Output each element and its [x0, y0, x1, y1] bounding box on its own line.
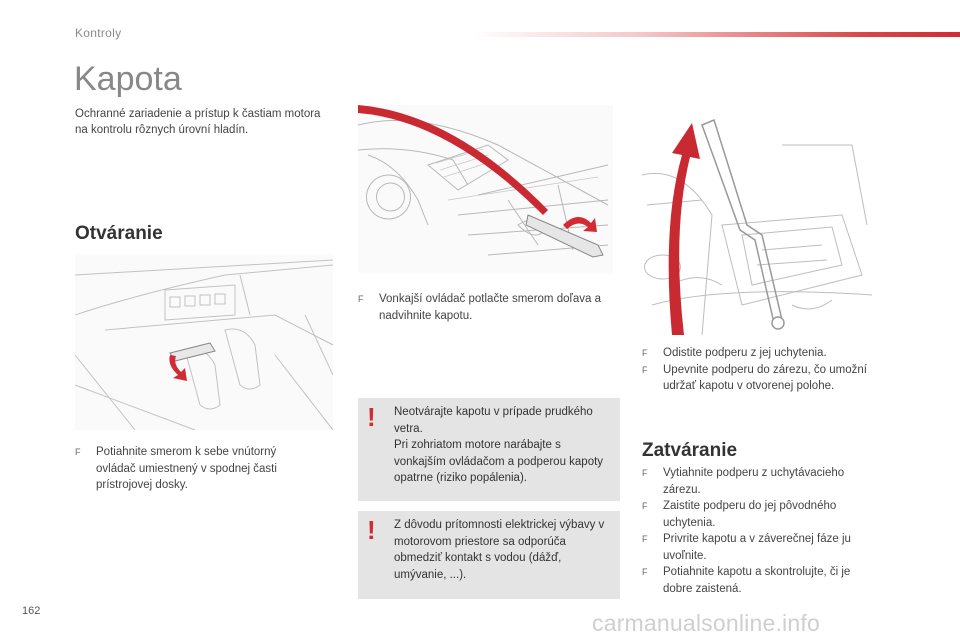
list-item-text: Potiahnite kapotu a skontrolujte, či je dobre zaistená.	[663, 566, 851, 595]
warning-icon: !	[367, 515, 376, 545]
list-item-text: Vytiahnite podperu z uchytávacieho zárezu.	[663, 467, 845, 496]
warning-text: Z dôvodu prítomnosti elektrickej výbavy v motorovom priestore sa odporúča obmedziť kontakt s vodou (dážď, umývanie, ...).	[394, 519, 605, 581]
warning-box-electrical	[358, 511, 620, 599]
interior-lever-illustration	[75, 255, 333, 430]
bullet-marker: F	[642, 364, 648, 375]
bullet-marker: F	[358, 294, 364, 304]
list-item-text: Privrite kapotu a v záverečnej fáze ju uvoľnite.	[663, 533, 851, 562]
list-item-text: Vonkajší ovládač potlačte smerom doľava a nadvihnite kapotu.	[379, 293, 601, 322]
engine-bay-illustration	[642, 105, 872, 335]
intro-text: Ochranné zariadenie a prístup k častiam motora na kontrolu rôznych úrovní hladín.	[75, 108, 321, 136]
closing-steps	[642, 465, 882, 597]
opening-inner-step	[75, 444, 310, 494]
engine-bay-drawing	[642, 105, 872, 335]
list-item	[642, 345, 882, 362]
list-item-text: Odistite podperu z jej uchytenia.	[663, 347, 827, 359]
list-item	[642, 362, 882, 395]
opening-heading: Otváranie	[75, 223, 163, 244]
bullet-marker: F	[642, 348, 648, 358]
interior-lever-drawing	[75, 255, 333, 430]
list-item	[642, 531, 882, 564]
car-front-illustration	[358, 105, 613, 273]
list-item	[642, 465, 882, 498]
list-item	[642, 564, 882, 597]
warning-text: Neotvárajte kapotu v prípade prudkého vetra. Pri zohriatom motore narábajte s vonkajším ovládačom a podperou kapoty opatrne (riziko popálenia).	[394, 406, 604, 484]
list-item-text: Potiahnite smerom k sebe vnútorný ovládač umiestnený v spodnej časti prístrojovej dosky.	[96, 446, 277, 491]
list-item-text: Upevnite podperu do zárezu, čo umožní udržať kapotu v otvorenej polohe.	[663, 363, 867, 392]
list-item	[642, 498, 882, 531]
header-accent-bar	[470, 32, 960, 37]
list-item	[75, 444, 310, 494]
car-front-drawing	[358, 105, 613, 273]
bullet-marker: F	[75, 447, 81, 457]
bullet-marker: F	[642, 534, 648, 544]
list-item-text: Zaistite podperu do jej pôvodného uchytenia.	[663, 500, 837, 529]
closing-heading: Zatváranie	[642, 440, 738, 461]
list-item	[358, 291, 613, 324]
bullet-marker: F	[642, 501, 648, 511]
page-title: Kapota	[74, 60, 182, 98]
page-number: 162	[22, 605, 41, 617]
watermark: carmanualsonline.info	[592, 610, 820, 636]
bullet-marker: F	[642, 567, 648, 577]
bullet-marker: F	[642, 468, 648, 478]
warning-icon: !	[367, 402, 376, 432]
warning-box-wind	[358, 398, 620, 501]
opening-strut-steps	[642, 345, 882, 395]
opening-outer-step	[358, 291, 613, 324]
section-label: Kontroly	[75, 26, 122, 40]
